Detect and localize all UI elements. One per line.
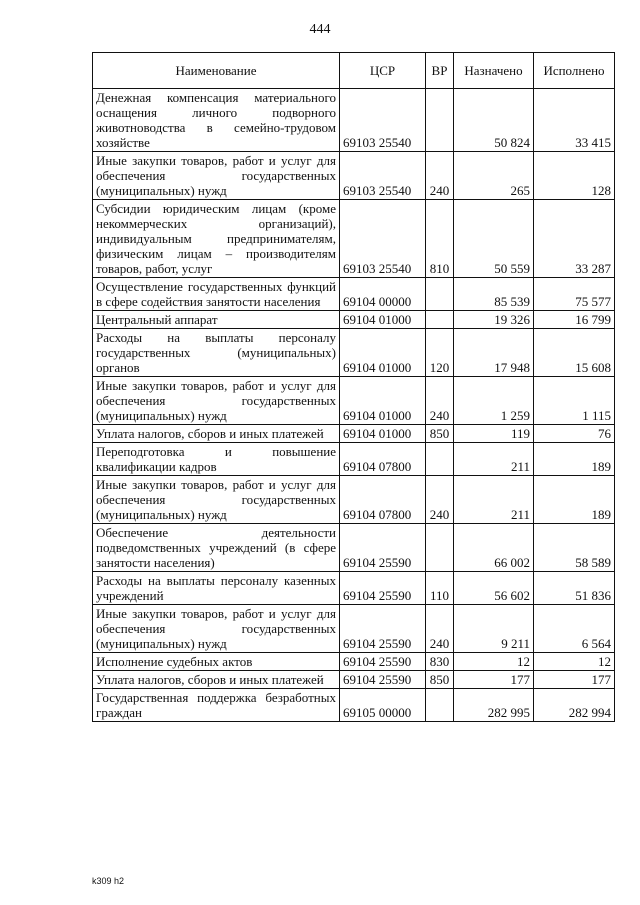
row-vr: 830 xyxy=(426,653,454,671)
row-executed: 75 577 xyxy=(534,278,615,311)
row-csr: 69105 00000 xyxy=(340,689,426,722)
page-number: 444 xyxy=(309,22,331,37)
header-csr: ЦСР xyxy=(340,53,426,89)
row-vr xyxy=(426,278,454,311)
row-csr: 69104 25590 xyxy=(340,671,426,689)
row-name: Государственная поддержка безработных граждан xyxy=(93,689,340,722)
row-csr: 69104 25590 xyxy=(340,605,426,653)
row-vr: 850 xyxy=(426,671,454,689)
table-row xyxy=(93,377,615,425)
row-assigned: 19 326 xyxy=(454,311,534,329)
table-row xyxy=(93,689,615,722)
row-csr: 69104 01000 xyxy=(340,329,426,377)
row-vr: 240 xyxy=(426,476,454,524)
row-csr: 69104 00000 xyxy=(340,278,426,311)
row-executed: 58 589 xyxy=(534,524,615,572)
row-csr: 69104 25590 xyxy=(340,653,426,671)
row-executed: 76 xyxy=(534,425,615,443)
row-executed: 33 415 xyxy=(534,89,615,152)
row-assigned: 85 539 xyxy=(454,278,534,311)
row-executed: 51 836 xyxy=(534,572,615,605)
row-vr: 240 xyxy=(426,377,454,425)
row-csr: 69104 07800 xyxy=(340,476,426,524)
table-row xyxy=(93,152,615,200)
row-assigned: 50 824 xyxy=(454,89,534,152)
header-executed: Исполнено xyxy=(534,53,615,89)
row-executed: 12 xyxy=(534,653,615,671)
table-row xyxy=(93,278,615,311)
row-assigned: 56 602 xyxy=(454,572,534,605)
row-assigned: 9 211 xyxy=(454,605,534,653)
row-vr: 120 xyxy=(426,329,454,377)
row-assigned: 17 948 xyxy=(454,329,534,377)
row-name: Субсидии юридическим лицам (кроме некоммерческих организаций), индивидуальным предпринимателям, физическим лицам – производителям товаров, работ, услуг xyxy=(93,200,340,278)
row-assigned: 12 xyxy=(454,653,534,671)
row-name: Иные закупки товаров, работ и услуг для обеспечения государственных (муниципальных) нужд xyxy=(93,605,340,653)
row-csr: 69103 25540 xyxy=(340,89,426,152)
table-header-row xyxy=(93,53,615,89)
row-vr xyxy=(426,443,454,476)
row-vr: 850 xyxy=(426,425,454,443)
table-row xyxy=(93,425,615,443)
header-name: Наименование xyxy=(93,53,340,89)
row-name: Переподготовка и повышение квалификации кадров xyxy=(93,443,340,476)
table-row xyxy=(93,200,615,278)
row-vr xyxy=(426,311,454,329)
row-vr: 110 xyxy=(426,572,454,605)
row-vr xyxy=(426,89,454,152)
row-csr: 69103 25540 xyxy=(340,200,426,278)
table-row xyxy=(93,329,615,377)
table-row xyxy=(93,572,615,605)
row-name: Уплата налогов, сборов и иных платежей xyxy=(93,425,340,443)
header-vr: ВР xyxy=(426,53,454,89)
row-assigned: 50 559 xyxy=(454,200,534,278)
row-assigned: 265 xyxy=(454,152,534,200)
row-assigned: 177 xyxy=(454,671,534,689)
row-executed: 15 608 xyxy=(534,329,615,377)
row-csr: 69104 01000 xyxy=(340,377,426,425)
row-name: Иные закупки товаров, работ и услуг для обеспечения государственных (муниципальных) нужд xyxy=(93,476,340,524)
row-name: Центральный аппарат xyxy=(93,311,340,329)
row-assigned: 211 xyxy=(454,476,534,524)
row-name: Уплата налогов, сборов и иных платежей xyxy=(93,671,340,689)
row-executed: 6 564 xyxy=(534,605,615,653)
row-csr: 69104 25590 xyxy=(340,524,426,572)
row-executed: 282 994 xyxy=(534,689,615,722)
row-assigned: 1 259 xyxy=(454,377,534,425)
row-executed: 128 xyxy=(534,152,615,200)
row-csr: 69104 01000 xyxy=(340,311,426,329)
table-row xyxy=(93,605,615,653)
table-row xyxy=(93,524,615,572)
row-csr: 69104 07800 xyxy=(340,443,426,476)
row-name: Обеспечение деятельности подведомственных учреждений (в сфере занятости населения) xyxy=(93,524,340,572)
row-vr: 240 xyxy=(426,605,454,653)
row-name: Осуществление государственных функций в сфере содействия занятости населения xyxy=(93,278,340,311)
row-assigned: 282 995 xyxy=(454,689,534,722)
row-csr: 69104 01000 xyxy=(340,425,426,443)
budget-table xyxy=(92,52,615,722)
row-executed: 33 287 xyxy=(534,200,615,278)
row-name: Иные закупки товаров, работ и услуг для обеспечения государственных (муниципальных) нужд xyxy=(93,152,340,200)
row-name: Расходы на выплаты персоналу государственных (муниципальных) органов xyxy=(93,329,340,377)
footer-code: k309 h2 xyxy=(92,876,125,886)
table-row xyxy=(93,653,615,671)
row-name: Расходы на выплаты персоналу казенных учреждений xyxy=(93,572,340,605)
table-row xyxy=(93,443,615,476)
row-vr: 810 xyxy=(426,200,454,278)
row-name: Иные закупки товаров, работ и услуг для обеспечения государственных (муниципальных) нужд xyxy=(93,377,340,425)
row-executed: 177 xyxy=(534,671,615,689)
table-row xyxy=(93,476,615,524)
table-row xyxy=(93,89,615,152)
table-row xyxy=(93,311,615,329)
row-name: Денежная компенсация материального оснащения личного подворного животноводства в семейно-трудовом хозяйстве xyxy=(93,89,340,152)
table-row xyxy=(93,671,615,689)
row-executed: 16 799 xyxy=(534,311,615,329)
row-csr: 69103 25540 xyxy=(340,152,426,200)
row-assigned: 211 xyxy=(454,443,534,476)
row-vr xyxy=(426,524,454,572)
row-executed: 189 xyxy=(534,443,615,476)
row-assigned: 119 xyxy=(454,425,534,443)
row-assigned: 66 002 xyxy=(454,524,534,572)
row-csr: 69104 25590 xyxy=(340,572,426,605)
row-executed: 189 xyxy=(534,476,615,524)
header-assigned: Назначено xyxy=(454,53,534,89)
row-executed: 1 115 xyxy=(534,377,615,425)
row-name: Исполнение судебных актов xyxy=(93,653,340,671)
row-vr: 240 xyxy=(426,152,454,200)
row-vr xyxy=(426,689,454,722)
